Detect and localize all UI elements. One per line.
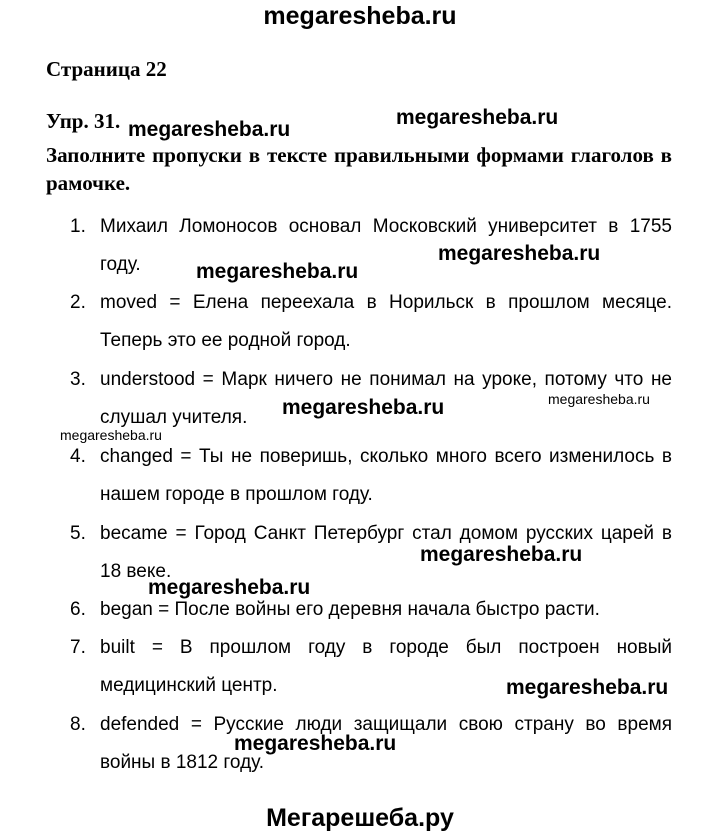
exercise-instruction: Заполните пропуски в тексте правильными формами глаголов в рамочке. — [46, 143, 672, 195]
answer-text: built = В прошлом году в городе был построен новый медицинский центр. — [100, 637, 672, 696]
watermark: megaresheba.ru — [438, 242, 601, 265]
watermark: megaresheba.ru — [420, 543, 583, 566]
answer-number: 6. — [70, 599, 86, 620]
answer-number: 3. — [70, 369, 86, 390]
answer-number: 7. — [70, 637, 86, 658]
watermark: megaresheba.ru — [128, 118, 291, 141]
page-label: Страница 22 — [46, 57, 167, 81]
answer-text: Михаил Ломоносов основал Московский университет в 1755 году. — [100, 216, 672, 275]
watermark: megaresheba.ru — [396, 106, 559, 129]
answer-text: moved = Елена переехала в Норильск в прошлом месяце. Теперь это ее родной город. — [100, 292, 672, 351]
watermark: megaresheba.ru — [548, 391, 650, 407]
exercise-number: Упр. 31. — [46, 109, 121, 133]
site-footer-watermark: Мегарешеба.ру — [266, 804, 454, 832]
answer-number: 2. — [70, 292, 86, 313]
answer-number: 8. — [70, 714, 86, 735]
answer-text: began = После войны его деревня начала быстро расти. — [100, 599, 600, 620]
answer-item-2 — [70, 284, 672, 360]
site-header-watermark: megaresheba.ru — [263, 2, 457, 30]
answer-item-4 — [70, 438, 672, 514]
watermark: megaresheba.ru — [196, 260, 359, 283]
watermark: megaresheba.ru — [234, 732, 397, 755]
answer-number: 1. — [70, 216, 86, 237]
answer-number: 5. — [70, 523, 86, 544]
watermark: megaresheba.ru — [506, 676, 669, 699]
answer-text: defended = Русские люди защищали свою страну во время войны в 1812 году. — [100, 714, 672, 773]
answer-text: understood = Марк ничего не понимал на уроке, потому что не слушал учителя. — [100, 369, 672, 428]
answer-number: 4. — [70, 446, 86, 467]
answer-text: became = Город Санкт Петербург стал домом русских царей в 18 веке. — [100, 523, 672, 582]
watermark: megaresheba.ru — [148, 576, 311, 599]
watermark: megaresheba.ru — [282, 396, 445, 419]
answer-text: changed = Ты не поверишь, сколько много всего изменилось в нашем городе в прошлом году. — [100, 446, 672, 505]
watermark: megaresheba.ru — [60, 427, 162, 443]
